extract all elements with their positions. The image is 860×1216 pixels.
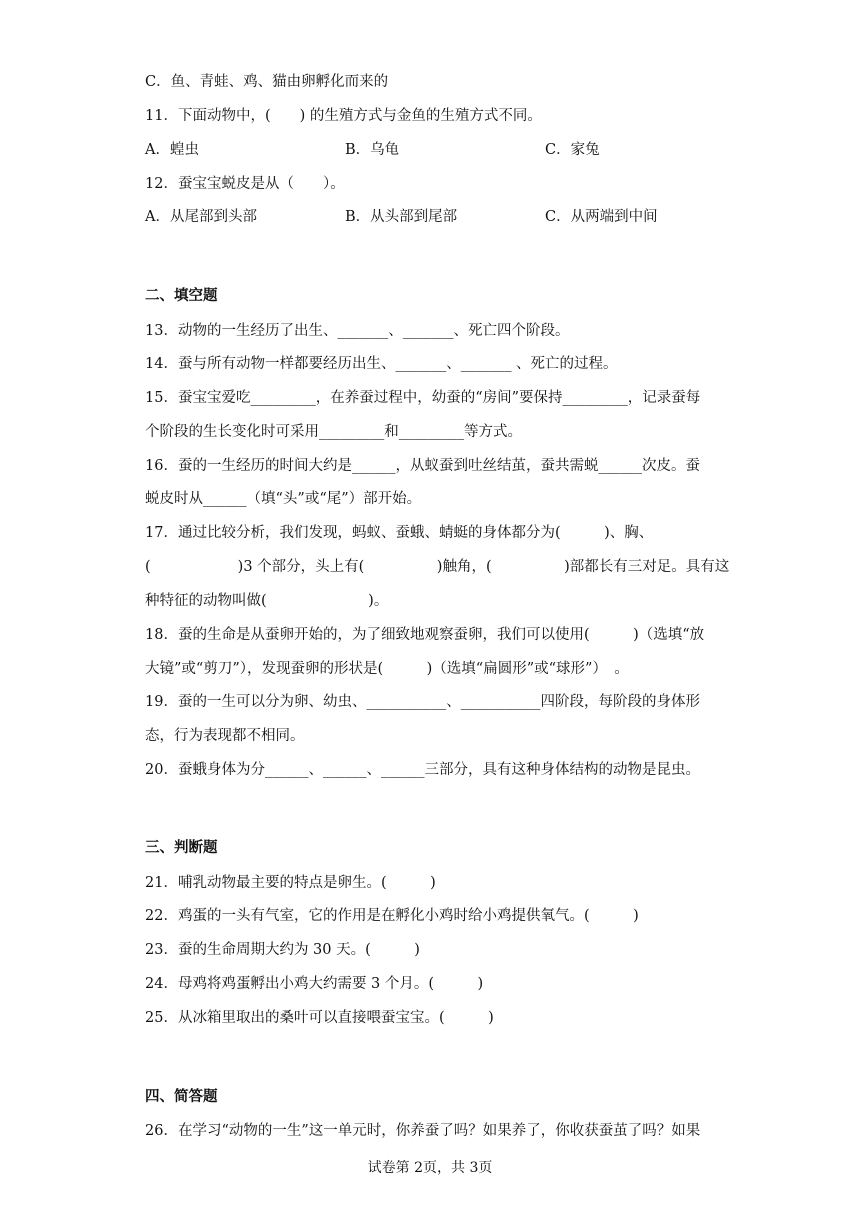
section-title-true-false: 三、判断题: [145, 840, 218, 856]
page-footer: 试卷第 2页，共 3页: [367, 1160, 493, 1176]
section-title-short-answer: 四、简答题: [145, 1089, 218, 1105]
q16-line-2: 蜕皮时从______（填“头”或“尾”）部开始。: [145, 491, 422, 507]
q22-line: 22．鸡蛋的一头有气室，它的作用是在孵化小鸡时给小鸡提供氧气。( ): [145, 908, 639, 924]
q12-stem: 12．蚕宝宝蜕皮是从（ ）。: [145, 176, 345, 192]
q11-option-b: B．乌龟: [345, 142, 400, 158]
q21-line: 21．哺乳动物最主要的特点是卵生。( ): [145, 875, 436, 891]
q20-line: 20．蚕蛾身体为分______、______、______三部分，具有这种身体结构的动物是昆虫。: [145, 762, 700, 778]
q10-option-c: C．鱼、青蛙、鸡、猫由卵孵化而来的: [145, 74, 389, 90]
q23-line: 23．蚕的生命周期大约为 30 天。( ): [145, 942, 420, 958]
q17-line-2: ( )3 个部分，头上有( )触角，( )部都长有三对足。具有这: [145, 559, 730, 575]
q12-option-c: C．从两端到中间: [545, 209, 658, 225]
q18-line-2: 大镜”或“剪刀”），发现蚕卵的形状是( )（选填“扁圆形”或“球形”） 。: [145, 661, 629, 677]
q15-line-1: 15．蚕宝宝爱吃_________，在养蚕过程中，幼蚕的“房间”要保持_________，记录蚕每: [145, 390, 701, 406]
q12-option-a: A．从尾部到头部: [145, 209, 257, 225]
q16-line-1: 16．蚕的一生经历的时间大约是______，从蚁蚕到吐丝结茧，蚕共需蜕______次皮。蚕: [145, 458, 700, 474]
q17-line-3: 种特征的动物叫做( )。: [145, 593, 389, 609]
q25-line: 25．从冰箱里取出的桑叶可以直接喂蚕宝宝。( ): [145, 1010, 494, 1026]
q11-option-a: A．蝗虫: [145, 142, 199, 158]
q13-line: 13．动物的一生经历了出生、_______、_______、死亡四个阶段。: [145, 323, 570, 339]
q14-line: 14．蚕与所有动物一样都要经历出生、_______、_______ 、死亡的过程。: [145, 356, 618, 372]
section-title-fill-blank: 二、填空题: [145, 288, 218, 304]
q17-line-1: 17．通过比较分析，我们发现，蚂蚁、蚕蛾、蜻蜓的身体都分为( )、胸、: [145, 525, 654, 541]
q15-line-2: 个阶段的生长变化时可采用_________和_________等方式。: [145, 424, 522, 440]
q18-line-1: 18．蚕的生命是从蚕卵开始的，为了细致地观察蚕卵，我们可以使用( )（选填“放: [145, 627, 705, 643]
q12-option-b: B．从头部到尾部: [345, 209, 458, 225]
q11-option-c: C．家兔: [545, 142, 600, 158]
q19-line-1: 19．蚕的一生可以分为卵、幼虫、___________、___________四阶段，每阶段的身体形: [145, 694, 700, 710]
q19-line-2: 态，行为表现都不相同。: [145, 728, 305, 744]
q11-stem: 11．下面动物中，( ) 的生殖方式与金鱼的生殖方式不同。: [145, 108, 542, 124]
q26-line: 26．在学习“动物的一生”这一单元时，你养蚕了吗？如果养了，你收获蚕茧了吗？如果: [145, 1123, 701, 1139]
q24-line: 24．母鸡将鸡蛋孵出小鸡大约需要 3 个月。( ): [145, 976, 484, 992]
